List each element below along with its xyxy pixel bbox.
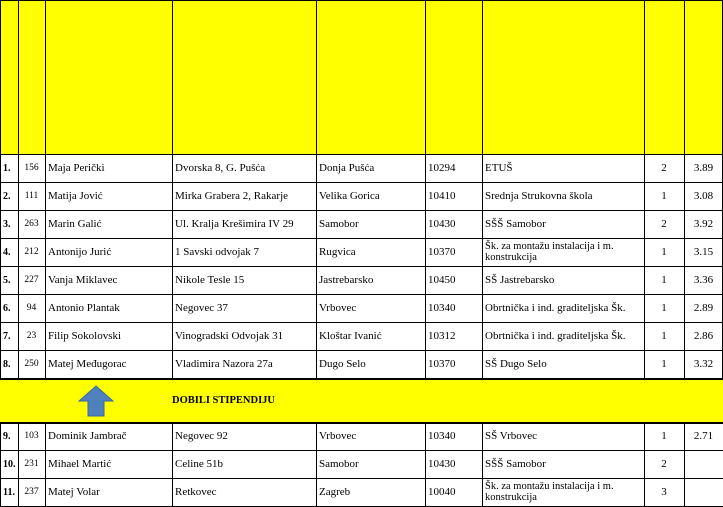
- grid-line: [0, 322, 723, 323]
- grid-line: [0, 422, 1, 506]
- cell-kl[interactable]: 227: [24, 275, 39, 285]
- header-ime[interactable]: [45, 0, 172, 154]
- cell-ocjena[interactable]: 3.89: [693, 162, 714, 174]
- cell-skola[interactable]: Šk. za montažu instalacija i m. konstrukcija: [485, 481, 614, 503]
- header-klasa[interactable]: [18, 0, 45, 154]
- cell-grad[interactable]: Vrbovec: [319, 302, 357, 314]
- cell-razred[interactable]: 1: [661, 358, 667, 370]
- cell-grad[interactable]: Vrbovec: [319, 430, 357, 442]
- cell-rb[interactable]: 3.: [3, 218, 11, 230]
- cell-adresa[interactable]: Negovec 92: [175, 430, 228, 442]
- cell-pb[interactable]: 10294: [428, 162, 456, 174]
- grid-line: [0, 210, 723, 211]
- cell-rb[interactable]: 2.: [3, 190, 11, 202]
- cell-grad[interactable]: Samobor: [319, 458, 359, 470]
- cell-ocjena[interactable]: 2.86: [693, 330, 714, 342]
- cell-kl[interactable]: 156: [24, 163, 39, 173]
- header-ocjena[interactable]: [684, 0, 723, 154]
- header-pb[interactable]: [425, 0, 482, 154]
- cell-ocjena[interactable]: [684, 450, 723, 478]
- cell-skola[interactable]: SŠ Vrbovec: [485, 430, 537, 442]
- cell-kl[interactable]: 263: [24, 219, 39, 229]
- cell-pb[interactable]: 10040: [428, 486, 456, 498]
- grid-line: [18, 422, 19, 506]
- grid-line: [316, 422, 317, 506]
- header-adresa[interactable]: [172, 0, 316, 154]
- cell-rb[interactable]: 7.: [3, 330, 11, 342]
- cell-razred[interactable]: 1: [661, 274, 667, 286]
- grid-line: [644, 422, 645, 506]
- cell-pb[interactable]: 10312: [428, 330, 456, 342]
- cell-pb[interactable]: 10410: [428, 190, 456, 202]
- cell-ocjena[interactable]: 3.15: [693, 246, 714, 258]
- cell-rb[interactable]: 11.: [3, 486, 15, 498]
- cell-kl[interactable]: 94: [26, 303, 37, 313]
- cell-ime[interactable]: Filip Sokolovski: [48, 330, 122, 342]
- cell-ocjena[interactable]: 3.08: [693, 190, 714, 202]
- cell-pb[interactable]: 10340: [428, 302, 456, 314]
- cell-adresa[interactable]: Vinogradski Odvojak 31: [175, 330, 284, 342]
- cell-grad[interactable]: Donja Pušća: [319, 162, 375, 174]
- cell-adresa[interactable]: Ul. Kralja Krešimira IV 29: [175, 218, 294, 230]
- cell-razred[interactable]: 1: [661, 246, 667, 258]
- cell-adresa[interactable]: Mirka Grabera 2, Rakarje: [175, 190, 289, 202]
- header-redni-broj[interactable]: [0, 0, 18, 154]
- cell-ime[interactable]: Matej Međugorac: [48, 358, 127, 370]
- cell-ocjena[interactable]: 2.71: [693, 430, 714, 442]
- cell-grad[interactable]: Rugvica: [319, 246, 356, 258]
- grid-line: [0, 350, 723, 351]
- cell-ime[interactable]: Maja Perički: [48, 162, 105, 174]
- grid-line: [0, 294, 723, 295]
- grid-line: [482, 422, 483, 506]
- cell-skola[interactable]: SŠ Dugo Selo: [485, 358, 547, 370]
- cell-kl[interactable]: 23: [26, 331, 37, 341]
- grid-line: [0, 0, 723, 1]
- cell-razred[interactable]: 1: [661, 190, 667, 202]
- grid-line: [0, 238, 723, 239]
- cell-ocjena[interactable]: 3.92: [693, 218, 714, 230]
- cell-ime[interactable]: Marin Galić: [48, 218, 102, 230]
- grid-line: [684, 422, 685, 506]
- cell-ocjena[interactable]: 3.36: [693, 274, 714, 286]
- cell-ocjena[interactable]: 3.32: [693, 358, 714, 370]
- cell-razred[interactable]: 1: [661, 330, 667, 342]
- cell-skola[interactable]: SŠŠ Samobor: [485, 458, 546, 470]
- cell-razred[interactable]: 1: [661, 430, 667, 442]
- cell-pb[interactable]: 10450: [428, 274, 456, 286]
- cell-skola[interactable]: ETUŠ: [485, 162, 513, 174]
- cell-razred[interactable]: 2: [661, 162, 667, 174]
- cell-grad[interactable]: Dugo Selo: [319, 358, 366, 370]
- cell-rb[interactable]: 4.: [3, 246, 11, 258]
- cell-rb[interactable]: 6.: [3, 302, 11, 314]
- cell-pb[interactable]: 10430: [428, 218, 456, 230]
- cell-rb[interactable]: 9.: [3, 430, 11, 442]
- grid-line: [425, 422, 426, 506]
- cell-ime[interactable]: Antonijo Jurić: [48, 246, 112, 258]
- cell-skola[interactable]: Srednja Strukovna škola: [485, 190, 593, 202]
- cell-grad[interactable]: Zagreb: [319, 486, 351, 498]
- cell-skola[interactable]: SŠ Jastrebarsko: [485, 274, 555, 286]
- band-label: DOBILI STIPENDIJU: [172, 394, 275, 406]
- cell-ocjena[interactable]: [684, 478, 723, 506]
- cell-adresa[interactable]: Dvorska 8, G. Pušća: [175, 162, 266, 174]
- cell-pb[interactable]: 10430: [428, 458, 456, 470]
- cell-kl[interactable]: 103: [24, 431, 39, 441]
- cell-kl[interactable]: 111: [24, 191, 39, 201]
- cell-grad[interactable]: Samobor: [319, 218, 359, 230]
- cell-adresa[interactable]: Nikole Tesle 15: [175, 274, 245, 286]
- header-skola[interactable]: [482, 0, 644, 154]
- cell-grad[interactable]: Kloštar Ivanić: [319, 330, 382, 342]
- cell-razred[interactable]: 2: [661, 458, 667, 470]
- cell-skola[interactable]: Obrtnička i ind. graditeljska Šk.: [485, 330, 626, 342]
- grid-line: [0, 154, 723, 155]
- grid-line: [0, 378, 723, 380]
- cell-skola[interactable]: Šk. za montažu instalacija i m. konstrukcija: [485, 241, 614, 263]
- cell-pb[interactable]: 10370: [428, 358, 456, 370]
- grid-line: [0, 182, 723, 183]
- grid-line: [0, 422, 723, 424]
- cell-razred[interactable]: 1: [661, 302, 667, 314]
- cell-kl[interactable]: 212: [24, 247, 39, 257]
- cell-ime[interactable]: Mihael Martić: [48, 458, 112, 470]
- cell-ime[interactable]: Antonio Plantak: [48, 302, 120, 314]
- grid-line: [0, 266, 723, 267]
- cell-grad[interactable]: Velika Gorica: [319, 190, 380, 202]
- cell-ocjena[interactable]: 2.89: [693, 302, 714, 314]
- grid-line: [0, 450, 723, 451]
- grid-line: [172, 422, 173, 506]
- cell-ime[interactable]: Vanja Miklavec: [48, 274, 118, 286]
- cell-pb[interactable]: 10340: [428, 430, 456, 442]
- cell-adresa[interactable]: 1 Savski odvojak 7: [175, 246, 260, 258]
- cell-grad[interactable]: Jastrebarsko: [319, 274, 374, 286]
- cell-ime[interactable]: Dominik Jambrač: [48, 430, 127, 442]
- cell-adresa[interactable]: Celine 51b: [175, 458, 223, 470]
- cell-pb[interactable]: 10370: [428, 246, 456, 258]
- cell-kl[interactable]: 250: [24, 359, 39, 369]
- cell-rb[interactable]: 1.: [3, 162, 11, 174]
- cell-ime[interactable]: Matej Volar: [48, 486, 100, 498]
- cell-skola[interactable]: Obrtnička i ind. graditeljska Šk.: [485, 302, 626, 314]
- cell-kl[interactable]: 237: [24, 487, 39, 497]
- cell-razred[interactable]: 3: [661, 486, 667, 498]
- cell-adresa[interactable]: Retkovec: [175, 486, 217, 498]
- cell-rb[interactable]: 10.: [3, 458, 16, 470]
- cell-adresa[interactable]: Vladimira Nazora 27a: [175, 358, 273, 370]
- grid-line: [0, 478, 723, 479]
- cell-adresa[interactable]: Negovec 37: [175, 302, 228, 314]
- cell-rb[interactable]: 8.: [3, 358, 11, 370]
- cell-rb[interactable]: 5.: [3, 274, 11, 286]
- grid-line: [45, 422, 46, 506]
- cell-razred[interactable]: 2: [661, 218, 667, 230]
- header-grad[interactable]: [316, 0, 425, 154]
- cell-kl[interactable]: 231: [24, 459, 39, 469]
- up-arrow-icon: [78, 385, 114, 417]
- cell-ime[interactable]: Matija Jović: [48, 190, 103, 202]
- header-razred[interactable]: [644, 0, 684, 154]
- cell-skola[interactable]: SŠŠ Samobor: [485, 218, 546, 230]
